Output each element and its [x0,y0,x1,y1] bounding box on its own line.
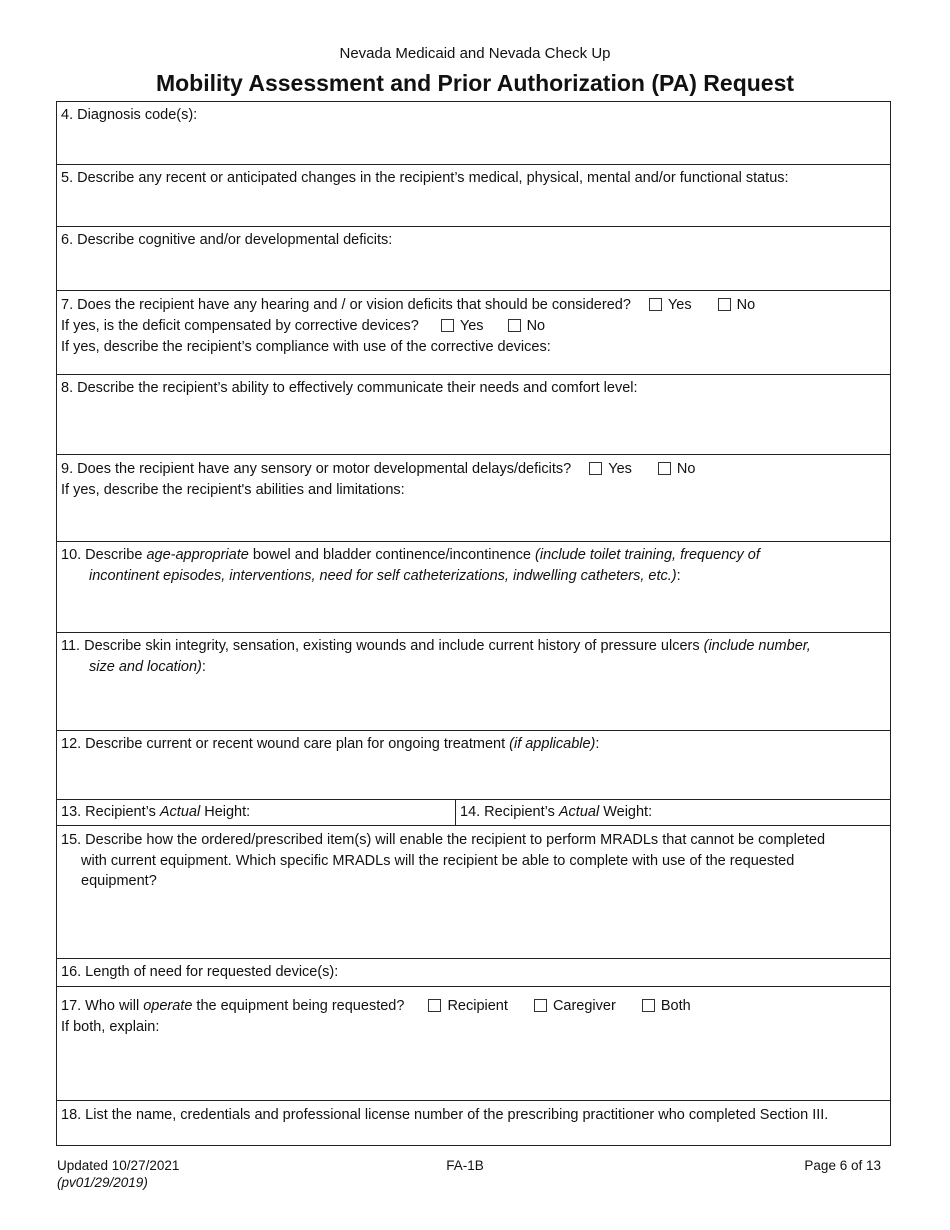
row-height-weight [57,800,890,826]
corrective-devices-label: If yes, is the deficit compensated by corrective devices? [61,318,419,334]
row-wound-care[interactable] [57,731,890,800]
row-mradls[interactable] [57,826,890,959]
operator-both-label: Both [660,998,691,1014]
corrective-devices-no-label: No [526,318,546,334]
practitioner-label: 18. List the name, credentials and professional license number of the prescribing practitioner who completed Section III. [61,1107,829,1123]
weight-prefix: 14. Recipient’s [460,804,559,820]
row-operator [57,987,890,1101]
continence-middle: bowel and bladder continence/incontinence [248,547,536,563]
corrective-devices-yes-option[interactable] [441,318,484,334]
hearing-vision-yes-checkbox[interactable] [649,298,662,311]
operator-both-checkbox[interactable] [642,999,655,1012]
wound-care-text: 12. Describe current or recent wound care plan for ongoing treatment [61,736,510,752]
row-cognitive-deficits[interactable] [57,227,890,291]
wound-care-label [57,731,890,758]
mradls-line-1: 15. Describe how the ordered/prescribed item(s) will enable the recipient to perform MRADLs that cannot be completed [61,832,826,848]
corrective-devices-no-checkbox[interactable] [508,319,521,332]
operator-both-option[interactable] [642,998,691,1014]
communication-label: 8. Describe the recipient’s ability to effectively communicate their needs and comfort level: [61,380,638,396]
continence-age-appropriate: age-appropriate [146,547,249,563]
footer-page-number: Page 6 of 13 [804,1158,881,1173]
operator-caregiver-label: Caregiver [552,998,616,1014]
mradls-line-2: with current equipment. Which specific MRADLs will the recipient be able to complete with use of the requested [81,852,795,869]
operator-line [61,996,886,1017]
corrective-devices-no-option[interactable] [508,318,546,334]
sensory-motor-no-checkbox[interactable] [658,462,671,475]
skin-integrity-italic-1: (include number, [703,638,811,654]
sensory-motor-no-option[interactable] [658,461,696,477]
hearing-vision-yes-option[interactable] [649,297,692,313]
height-actual: Actual [159,804,201,820]
row-hearing-vision [57,291,890,375]
hearing-vision-yes-label: Yes [667,297,692,313]
corrective-devices-line [61,316,886,337]
skin-integrity-suffix: : [201,659,206,675]
height-prefix: 13. Recipient’s [61,804,160,820]
page-title: Mobility Assessment and Prior Authorization (PA) Request [155,70,795,96]
cognitive-deficits-label: 6. Describe cognitive and/or developmental deficits: [61,232,393,248]
sensory-motor-line [61,459,886,480]
row-practitioner[interactable] [57,1101,890,1147]
continence-italic-note-1: (include toilet training, frequency of [535,547,760,563]
operator-operate: operate [143,998,193,1014]
row-diagnosis-codes[interactable] [57,102,890,165]
height-cell[interactable] [57,800,456,825]
compliance-label: If yes, describe the recipient’s compliance with use of the corrective devices: [61,339,551,355]
weight-actual: Actual [558,804,600,820]
height-suffix: Height: [200,804,251,820]
corrective-devices-yes-checkbox[interactable] [441,319,454,332]
sensory-motor-yes-option[interactable] [589,461,632,477]
skin-integrity-italic-2: size and location) [89,659,202,675]
operator-recipient-checkbox[interactable] [428,999,441,1012]
wound-care-italic: (if applicable) [509,736,596,752]
status-changes-label: 5. Describe any recent or anticipated changes in the recipient’s medical, physical, mental and/or functional status: [61,170,789,186]
footer-updated-date: Updated 10/27/2021 [57,1158,180,1173]
wound-care-suffix: : [595,736,600,752]
skin-integrity-line-1 [61,636,886,657]
weight-suffix: Weight: [599,804,653,820]
sensory-motor-yes-checkbox[interactable] [589,462,602,475]
mradls-line-3: equipment? [81,873,157,889]
continence-italic-note-2: incontinent episodes, interventions, need for self catheterizations, indwelling catheters, etc.) [89,568,677,584]
sensory-motor-yes-label: Yes [608,461,632,477]
sensory-motor-label: 9. Does the recipient have any sensory or motor developmental delays/deficits? [61,461,572,477]
operator-suffix: the equipment being requested? [192,998,405,1014]
row-length-of-need[interactable] [57,959,890,987]
row-skin-integrity[interactable] [57,633,890,731]
hearing-vision-label: 7. Does the recipient have any hearing and / or vision deficits that should be considered? [61,297,631,313]
header-subtitle: Nevada Medicaid and Nevada Check Up [339,45,611,62]
assessment-form [56,101,891,1146]
operator-recipient-label: Recipient [447,998,508,1014]
continence-suffix: : [676,568,681,584]
length-of-need-label: 16. Length of need for requested device(s): [61,964,339,980]
continence-line-2 [61,566,886,587]
skin-integrity-line-2 [61,657,886,678]
diagnosis-codes-label: 4. Diagnosis code(s): [61,107,198,123]
continence-prefix: 10. Describe [61,547,147,563]
operator-prefix: 17. Who will [61,998,144,1014]
skin-integrity-text: 11. Describe skin integrity, sensation, existing wounds and include current history of pressure ulcers [61,638,704,654]
operator-explain-label: If both, explain: [61,1019,160,1035]
footer-previous-version: (pv01/29/2019) [57,1175,148,1190]
sensory-motor-no-label: No [676,461,696,477]
operator-recipient-option[interactable] [428,998,507,1014]
hearing-vision-no-option[interactable] [718,297,756,313]
continence-line-1 [61,545,886,566]
row-status-changes[interactable] [57,165,890,227]
operator-caregiver-checkbox[interactable] [534,999,547,1012]
hearing-vision-line [61,295,886,316]
row-continence[interactable] [57,542,890,633]
hearing-vision-no-checkbox[interactable] [718,298,731,311]
abilities-limitations-label: If yes, describe the recipient's abilities and limitations: [61,482,405,498]
row-communication[interactable] [57,375,890,455]
row-sensory-motor [57,455,890,542]
corrective-devices-yes-label: Yes [459,318,484,334]
footer-form-id: FA-1B [446,1158,484,1173]
operator-caregiver-option[interactable] [534,998,616,1014]
hearing-vision-no-label: No [736,297,756,313]
weight-cell[interactable] [456,800,892,825]
